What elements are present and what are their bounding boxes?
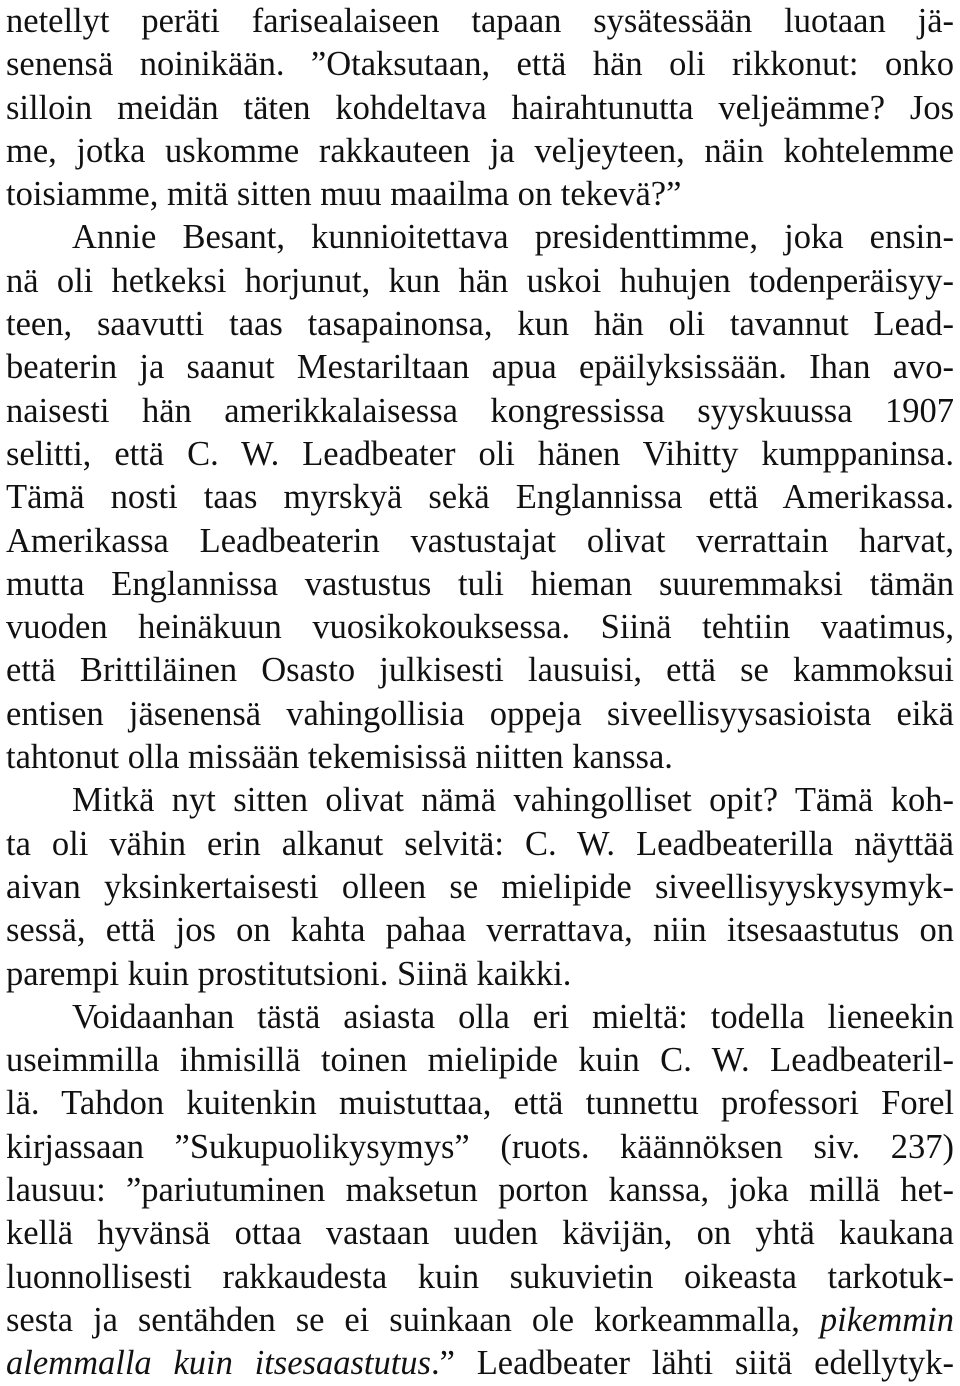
text-line: että Brittiläinen Osasto julkisesti lausuisi, että se kammoksui: [6, 651, 954, 690]
text-line: useimmilla ihmisillä toinen mielipide kuin C. W. Leadbeateril-: [6, 1041, 954, 1080]
text-line: tahtonut olla missään tekemisissä niitten kanssa.: [6, 738, 673, 777]
text-line: nä oli hetkeksi horjunut, kun hän uskoi huhujen todenperäisyy-: [6, 261, 954, 300]
text-segment: .” Leadbeater lähti siitä edellytyk-: [431, 1344, 954, 1383]
text-line: ta oli vähin erin alkanut selvitä: C. W. Leadbeaterilla näyttää: [6, 824, 954, 863]
text-line: vuoden heinäkuun vuosikokouksessa. Siinä tehtiin vaatimus,: [6, 608, 954, 647]
text-line: beaterin ja saanut Mestariltaan apua epäilyksissään. Ihan avo-: [6, 348, 954, 387]
text-line: Amerikassa Leadbeaterin vastustajat olivat verrattain harvat,: [6, 521, 954, 560]
text-line: kellä hyvänsä ottaa vastaan uuden kävijän, on yhtä kaukana: [6, 1214, 954, 1253]
text-line: me, jotka uskomme rakkauteen ja veljeyteen, näin kohtelemme: [6, 131, 954, 170]
text-line: senensä noinikään. ”Otaksutaan, että hän oli rikkonut: onko: [6, 45, 954, 84]
text-line: Annie Besant, kunnioitettava presidenttimme, joka ensin-: [72, 218, 954, 257]
text-line: naisesti hän amerikkalaisessa kongressissa syyskuussa 1907: [6, 391, 954, 430]
italic-phrase: pikemmin: [819, 1300, 954, 1339]
text-line: aivan yksinkertaisesti olleen se mielipide siveellisyyskysymyk-: [6, 867, 954, 906]
text-line: selitti, että C. W. Leadbeater oli hänen Vihitty kumppaninsa.: [6, 434, 954, 473]
text-line: Voidaanhan tästä asiasta olla eri mieltä: todella lieneekin: [72, 997, 954, 1036]
text-line: toisiamme, mitä sitten muu maailma on tekevä?”: [6, 175, 682, 214]
paragraph: [6, 0, 954, 216]
text-line: Tämä nosti taas myrskyä sekä Englannissa että Amerikassa.: [6, 478, 954, 517]
text-line: mutta Englannissa vastustus tuli hieman suuremmaksi tämän: [6, 564, 954, 603]
text-line: teen, saavutti taas tasapainonsa, kun hän oli tavannut Lead-: [6, 305, 954, 344]
document-page: [6, 0, 954, 1386]
paragraph: [6, 216, 954, 779]
text-line: Mitkä nyt sitten olivat nämä vahingolliset opit? Tämä koh-: [72, 781, 954, 820]
paragraph: [6, 996, 954, 1386]
text-line: kirjassaan ”Sukupuolikysymys” (ruots. käännöksen siv. 237): [6, 1127, 954, 1166]
text-line: lä. Tahdon kuitenkin muistuttaa, että tunnettu professori Forel: [6, 1084, 954, 1123]
text-segment: sesta ja sentähden se ei suinkaan ole korkeammalla,: [6, 1300, 820, 1339]
text-line: parempi kuin prostitutsioni. Siinä kaikki.: [6, 954, 572, 993]
text-line: netellyt peräti farisealaiseen tapaan sysätessään luotaan jä-: [6, 2, 954, 40]
text-line: [6, 1299, 954, 1342]
text-line: luonnollisesti rakkaudesta kuin sukuvietin oikeasta tarkotuk-: [6, 1257, 954, 1296]
text-line: [6, 1342, 954, 1385]
text-line: silloin meidän täten kohdeltava hairahtunutta veljeämme? Jos: [6, 88, 954, 127]
text-line: entisen jäsenensä vahingollisia oppeja siveellisyysasioista eikä: [6, 694, 954, 733]
paragraph: [6, 779, 954, 995]
text-line: sessä, että jos on kahta pahaa verrattava, niin itsesaastutus on: [6, 911, 954, 950]
text-line: lausuu: ”pariutuminen maksetun porton kanssa, joka millä het-: [6, 1171, 954, 1210]
italic-phrase: alemmalla kuin itsesaastutus: [6, 1344, 431, 1383]
